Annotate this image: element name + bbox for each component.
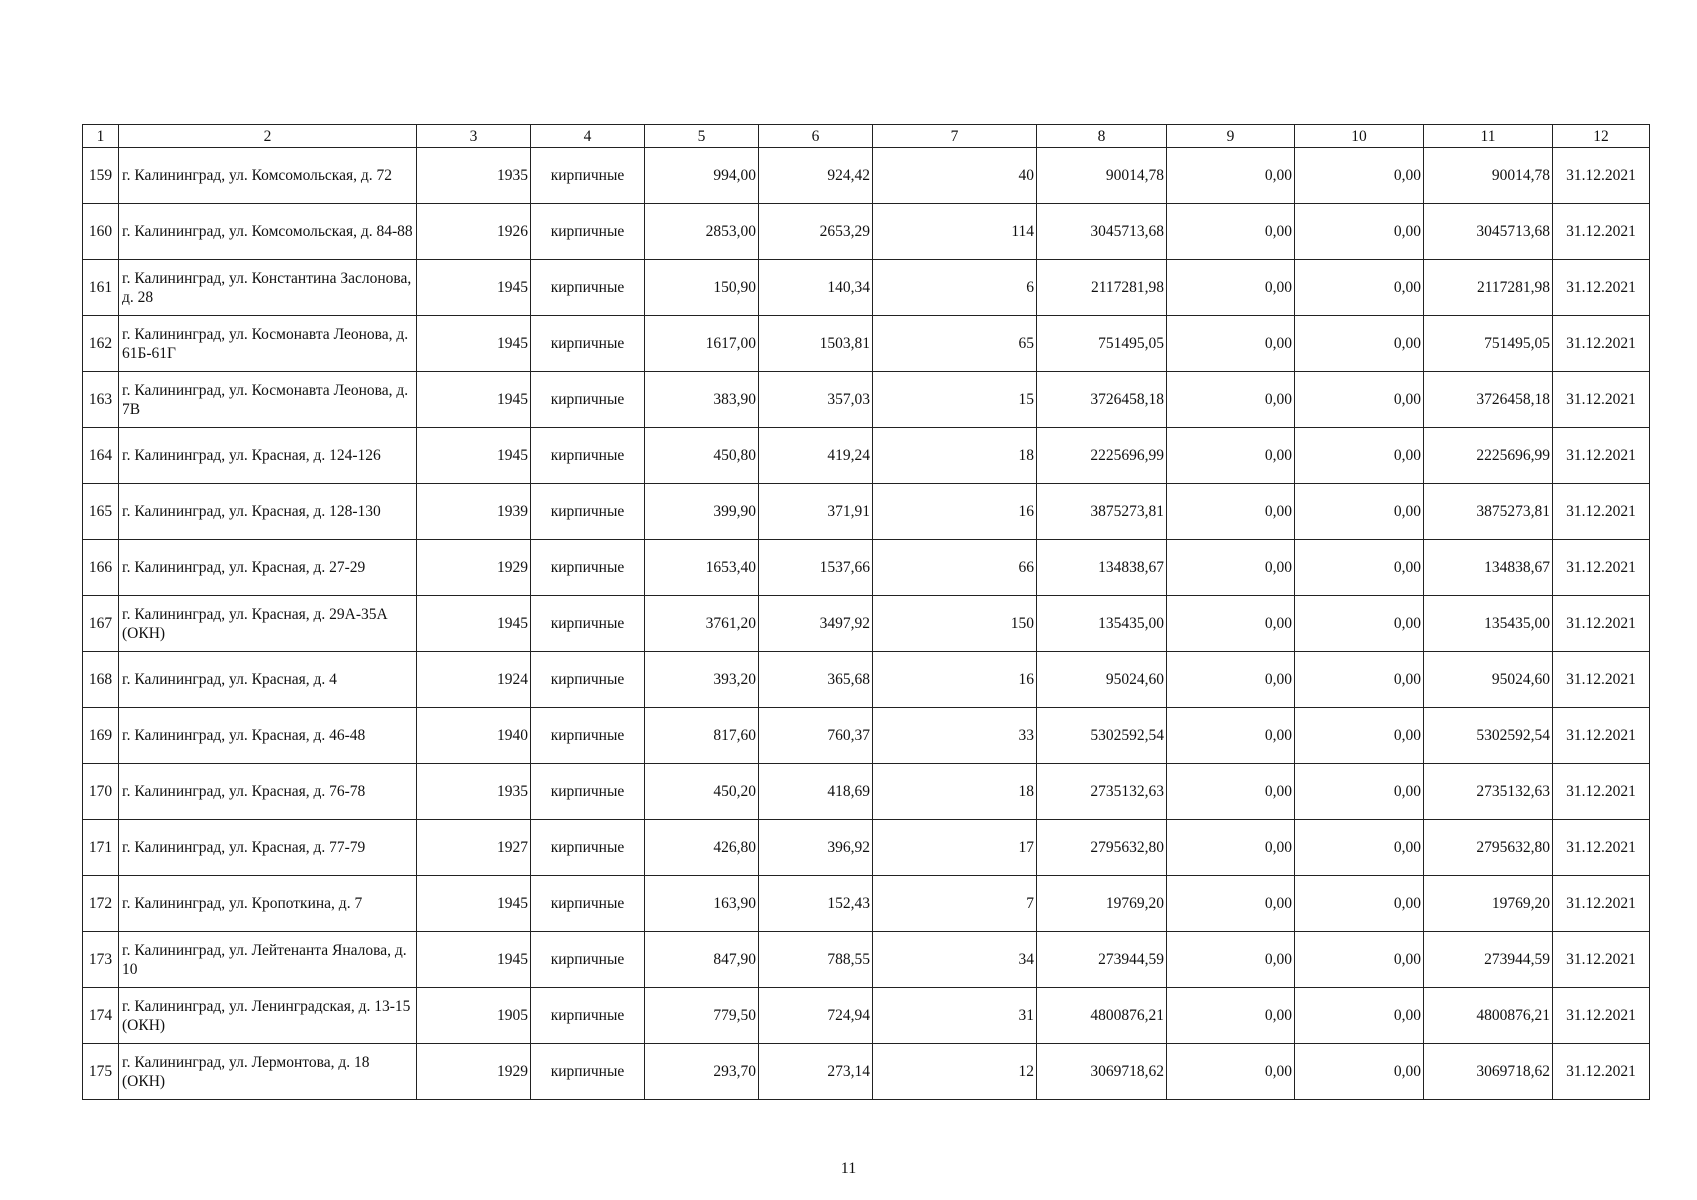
value-cell: 0,00 (1167, 764, 1295, 820)
value-cell: 0,00 (1295, 932, 1424, 988)
row-number: 170 (83, 764, 119, 820)
value-cell: 0,00 (1295, 652, 1424, 708)
value-cell: 3726458,18 (1037, 372, 1167, 428)
date-cell: 31.12.2021 (1553, 876, 1650, 932)
material-cell: кирпичные (531, 204, 645, 260)
value-cell: 0,00 (1295, 316, 1424, 372)
value-cell: 2653,29 (759, 204, 873, 260)
value-cell: 134838,67 (1037, 540, 1167, 596)
date-cell: 31.12.2021 (1553, 204, 1650, 260)
housing-table (82, 124, 1650, 1100)
address-cell: г. Калининград, ул. Красная, д. 46-48 (119, 708, 417, 764)
header-cell: 8 (1037, 125, 1167, 148)
address-cell: г. Калининград, ул. Константина Заслонова, д. 28 (119, 260, 417, 316)
value-cell: 751495,05 (1424, 316, 1553, 372)
value-cell: 365,68 (759, 652, 873, 708)
date-cell: 31.12.2021 (1553, 764, 1650, 820)
value-cell: 0,00 (1295, 876, 1424, 932)
value-cell: 2735132,63 (1424, 764, 1553, 820)
table-row (83, 484, 1650, 540)
value-cell: 134838,67 (1424, 540, 1553, 596)
address-cell: г. Калининград, ул. Красная, д. 128-130 (119, 484, 417, 540)
value-cell: 0,00 (1167, 428, 1295, 484)
value-cell: 1537,66 (759, 540, 873, 596)
date-cell: 31.12.2021 (1553, 708, 1650, 764)
material-cell: кирпичные (531, 764, 645, 820)
header-cell: 2 (119, 125, 417, 148)
year-cell: 1940 (417, 708, 531, 764)
address-cell: г. Калининград, ул. Красная, д. 124-126 (119, 428, 417, 484)
value-cell: 95024,60 (1424, 652, 1553, 708)
address-cell: г. Калининград, ул. Красная, д. 29А-35А (ОКН) (119, 596, 417, 652)
header-cell: 5 (645, 125, 759, 148)
address-cell: г. Калининград, ул. Комсомольская, д. 72 (119, 148, 417, 204)
value-cell: 371,91 (759, 484, 873, 540)
row-number: 164 (83, 428, 119, 484)
year-cell: 1945 (417, 260, 531, 316)
value-cell: 12 (873, 1044, 1037, 1100)
address-cell: г. Калининград, ул. Лейтенанта Яналова, д. 10 (119, 932, 417, 988)
value-cell: 0,00 (1295, 1044, 1424, 1100)
row-number: 159 (83, 148, 119, 204)
material-cell: кирпичные (531, 596, 645, 652)
value-cell: 0,00 (1295, 148, 1424, 204)
table-row (83, 596, 1650, 652)
value-cell: 90014,78 (1424, 148, 1553, 204)
address-cell: г. Калининград, ул. Космонавта Леонова, д. 61Б-61Г (119, 316, 417, 372)
value-cell: 3875273,81 (1037, 484, 1167, 540)
value-cell: 450,20 (645, 764, 759, 820)
value-cell: 0,00 (1295, 540, 1424, 596)
table-row (83, 652, 1650, 708)
row-number: 165 (83, 484, 119, 540)
value-cell: 0,00 (1295, 204, 1424, 260)
row-number: 174 (83, 988, 119, 1044)
year-cell: 1945 (417, 596, 531, 652)
header-cell: 11 (1424, 125, 1553, 148)
value-cell: 65 (873, 316, 1037, 372)
value-cell: 152,43 (759, 876, 873, 932)
value-cell: 34 (873, 932, 1037, 988)
value-cell: 163,90 (645, 876, 759, 932)
value-cell: 2117281,98 (1037, 260, 1167, 316)
value-cell: 95024,60 (1037, 652, 1167, 708)
date-cell: 31.12.2021 (1553, 540, 1650, 596)
value-cell: 0,00 (1167, 372, 1295, 428)
value-cell: 18 (873, 764, 1037, 820)
value-cell: 0,00 (1295, 764, 1424, 820)
date-cell: 31.12.2021 (1553, 1044, 1650, 1100)
document-sheet (82, 124, 1639, 1100)
header-cell: 12 (1553, 125, 1650, 148)
value-cell: 0,00 (1295, 596, 1424, 652)
value-cell: 847,90 (645, 932, 759, 988)
value-cell: 273944,59 (1424, 932, 1553, 988)
value-cell: 0,00 (1295, 708, 1424, 764)
date-cell: 31.12.2021 (1553, 820, 1650, 876)
value-cell: 1617,00 (645, 316, 759, 372)
value-cell: 788,55 (759, 932, 873, 988)
table-row (83, 988, 1650, 1044)
value-cell: 3497,92 (759, 596, 873, 652)
table-row (83, 764, 1650, 820)
value-cell: 393,20 (645, 652, 759, 708)
value-cell: 19769,20 (1037, 876, 1167, 932)
value-cell: 0,00 (1167, 1044, 1295, 1100)
value-cell: 2795632,80 (1424, 820, 1553, 876)
year-cell: 1945 (417, 932, 531, 988)
address-cell: г. Калининград, ул. Ленинградская, д. 13-15 (ОКН) (119, 988, 417, 1044)
value-cell: 2225696,99 (1424, 428, 1553, 484)
value-cell: 18 (873, 428, 1037, 484)
value-cell: 0,00 (1167, 484, 1295, 540)
value-cell: 0,00 (1167, 876, 1295, 932)
value-cell: 0,00 (1167, 316, 1295, 372)
table-row (83, 148, 1650, 204)
header-cell: 10 (1295, 125, 1424, 148)
year-cell: 1945 (417, 316, 531, 372)
row-number: 172 (83, 876, 119, 932)
material-cell: кирпичные (531, 540, 645, 596)
value-cell: 0,00 (1167, 652, 1295, 708)
year-cell: 1945 (417, 876, 531, 932)
value-cell: 924,42 (759, 148, 873, 204)
value-cell: 779,50 (645, 988, 759, 1044)
value-cell: 2225696,99 (1037, 428, 1167, 484)
value-cell: 3069718,62 (1037, 1044, 1167, 1100)
address-cell: г. Калининград, ул. Космонавта Леонова, д. 7В (119, 372, 417, 428)
value-cell: 16 (873, 484, 1037, 540)
material-cell: кирпичные (531, 260, 645, 316)
value-cell: 450,80 (645, 428, 759, 484)
year-cell: 1945 (417, 372, 531, 428)
value-cell: 6 (873, 260, 1037, 316)
date-cell: 31.12.2021 (1553, 596, 1650, 652)
value-cell: 2735132,63 (1037, 764, 1167, 820)
row-number: 161 (83, 260, 119, 316)
date-cell: 31.12.2021 (1553, 484, 1650, 540)
value-cell: 273,14 (759, 1044, 873, 1100)
row-number: 166 (83, 540, 119, 596)
year-cell: 1924 (417, 652, 531, 708)
table-header (83, 125, 1650, 148)
table-row (83, 708, 1650, 764)
table-row (83, 540, 1650, 596)
value-cell: 0,00 (1167, 260, 1295, 316)
value-cell: 19769,20 (1424, 876, 1553, 932)
value-cell: 31 (873, 988, 1037, 1044)
material-cell: кирпичные (531, 316, 645, 372)
material-cell: кирпичные (531, 708, 645, 764)
year-cell: 1929 (417, 1044, 531, 1100)
header-cell: 6 (759, 125, 873, 148)
value-cell: 0,00 (1295, 484, 1424, 540)
value-cell: 1653,40 (645, 540, 759, 596)
address-cell: г. Калининград, ул. Красная, д. 4 (119, 652, 417, 708)
table-row (83, 1044, 1650, 1100)
value-cell: 15 (873, 372, 1037, 428)
value-cell: 418,69 (759, 764, 873, 820)
value-cell: 135435,00 (1424, 596, 1553, 652)
value-cell: 2853,00 (645, 204, 759, 260)
value-cell: 724,94 (759, 988, 873, 1044)
value-cell: 2795632,80 (1037, 820, 1167, 876)
material-cell: кирпичные (531, 428, 645, 484)
row-number: 173 (83, 932, 119, 988)
value-cell: 140,34 (759, 260, 873, 316)
value-cell: 16 (873, 652, 1037, 708)
row-number: 175 (83, 1044, 119, 1100)
value-cell: 273944,59 (1037, 932, 1167, 988)
material-cell: кирпичные (531, 876, 645, 932)
row-number: 167 (83, 596, 119, 652)
value-cell: 3761,20 (645, 596, 759, 652)
value-cell: 3726458,18 (1424, 372, 1553, 428)
value-cell: 135435,00 (1037, 596, 1167, 652)
year-cell: 1935 (417, 148, 531, 204)
address-cell: г. Калининград, ул. Красная, д. 77-79 (119, 820, 417, 876)
value-cell: 150 (873, 596, 1037, 652)
date-cell: 31.12.2021 (1553, 148, 1650, 204)
value-cell: 0,00 (1167, 596, 1295, 652)
header-cell: 9 (1167, 125, 1295, 148)
table-row (83, 428, 1650, 484)
header-cell: 1 (83, 125, 119, 148)
value-cell: 0,00 (1295, 428, 1424, 484)
value-cell: 0,00 (1167, 988, 1295, 1044)
value-cell: 0,00 (1295, 820, 1424, 876)
material-cell: кирпичные (531, 988, 645, 1044)
page-number: 11 (840, 1160, 857, 1177)
value-cell: 396,92 (759, 820, 873, 876)
year-cell: 1905 (417, 988, 531, 1044)
row-number: 168 (83, 652, 119, 708)
row-number: 162 (83, 316, 119, 372)
value-cell: 3069718,62 (1424, 1044, 1553, 1100)
address-cell: г. Калининград, ул. Лермонтова, д. 18 (ОКН) (119, 1044, 417, 1100)
value-cell: 0,00 (1167, 540, 1295, 596)
value-cell: 17 (873, 820, 1037, 876)
header-cell: 7 (873, 125, 1037, 148)
year-cell: 1929 (417, 540, 531, 596)
value-cell: 817,60 (645, 708, 759, 764)
value-cell: 293,70 (645, 1044, 759, 1100)
table-row (83, 372, 1650, 428)
value-cell: 0,00 (1295, 260, 1424, 316)
value-cell: 5302592,54 (1424, 708, 1553, 764)
table-row (83, 260, 1650, 316)
date-cell: 31.12.2021 (1553, 652, 1650, 708)
table-body (83, 148, 1650, 1100)
value-cell: 760,37 (759, 708, 873, 764)
value-cell: 5302592,54 (1037, 708, 1167, 764)
value-cell: 0,00 (1167, 204, 1295, 260)
header-cell: 3 (417, 125, 531, 148)
value-cell: 399,90 (645, 484, 759, 540)
value-cell: 0,00 (1295, 372, 1424, 428)
value-cell: 419,24 (759, 428, 873, 484)
table-row (83, 316, 1650, 372)
value-cell: 4800876,21 (1037, 988, 1167, 1044)
value-cell: 994,00 (645, 148, 759, 204)
date-cell: 31.12.2021 (1553, 372, 1650, 428)
year-cell: 1927 (417, 820, 531, 876)
material-cell: кирпичные (531, 372, 645, 428)
date-cell: 31.12.2021 (1553, 932, 1650, 988)
row-number: 169 (83, 708, 119, 764)
table-row (83, 820, 1650, 876)
value-cell: 114 (873, 204, 1037, 260)
material-cell: кирпичные (531, 484, 645, 540)
value-cell: 751495,05 (1037, 316, 1167, 372)
material-cell: кирпичные (531, 932, 645, 988)
value-cell: 3045713,68 (1037, 204, 1167, 260)
value-cell: 2117281,98 (1424, 260, 1553, 316)
year-cell: 1939 (417, 484, 531, 540)
value-cell: 3045713,68 (1424, 204, 1553, 260)
table-row (83, 876, 1650, 932)
table-row (83, 204, 1650, 260)
value-cell: 0,00 (1167, 708, 1295, 764)
material-cell: кирпичные (531, 820, 645, 876)
value-cell: 66 (873, 540, 1037, 596)
date-cell: 31.12.2021 (1553, 988, 1650, 1044)
value-cell: 40 (873, 148, 1037, 204)
address-cell: г. Калининград, ул. Кропоткина, д. 7 (119, 876, 417, 932)
value-cell: 426,80 (645, 820, 759, 876)
value-cell: 3875273,81 (1424, 484, 1553, 540)
material-cell: кирпичные (531, 148, 645, 204)
address-cell: г. Калининград, ул. Красная, д. 27-29 (119, 540, 417, 596)
table-row (83, 932, 1650, 988)
row-number: 171 (83, 820, 119, 876)
material-cell: кирпичные (531, 1044, 645, 1100)
value-cell: 7 (873, 876, 1037, 932)
material-cell: кирпичные (531, 652, 645, 708)
value-cell: 0,00 (1167, 148, 1295, 204)
value-cell: 0,00 (1295, 988, 1424, 1044)
date-cell: 31.12.2021 (1553, 428, 1650, 484)
date-cell: 31.12.2021 (1553, 260, 1650, 316)
year-cell: 1926 (417, 204, 531, 260)
year-cell: 1935 (417, 764, 531, 820)
value-cell: 0,00 (1167, 932, 1295, 988)
value-cell: 383,90 (645, 372, 759, 428)
value-cell: 0,00 (1167, 820, 1295, 876)
value-cell: 357,03 (759, 372, 873, 428)
row-number: 163 (83, 372, 119, 428)
header-row (83, 125, 1650, 148)
value-cell: 1503,81 (759, 316, 873, 372)
row-number: 160 (83, 204, 119, 260)
value-cell: 150,90 (645, 260, 759, 316)
value-cell: 33 (873, 708, 1037, 764)
address-cell: г. Калининград, ул. Комсомольская, д. 84-88 (119, 204, 417, 260)
value-cell: 90014,78 (1037, 148, 1167, 204)
year-cell: 1945 (417, 428, 531, 484)
value-cell: 4800876,21 (1424, 988, 1553, 1044)
date-cell: 31.12.2021 (1553, 316, 1650, 372)
address-cell: г. Калининград, ул. Красная, д. 76-78 (119, 764, 417, 820)
header-cell: 4 (531, 125, 645, 148)
